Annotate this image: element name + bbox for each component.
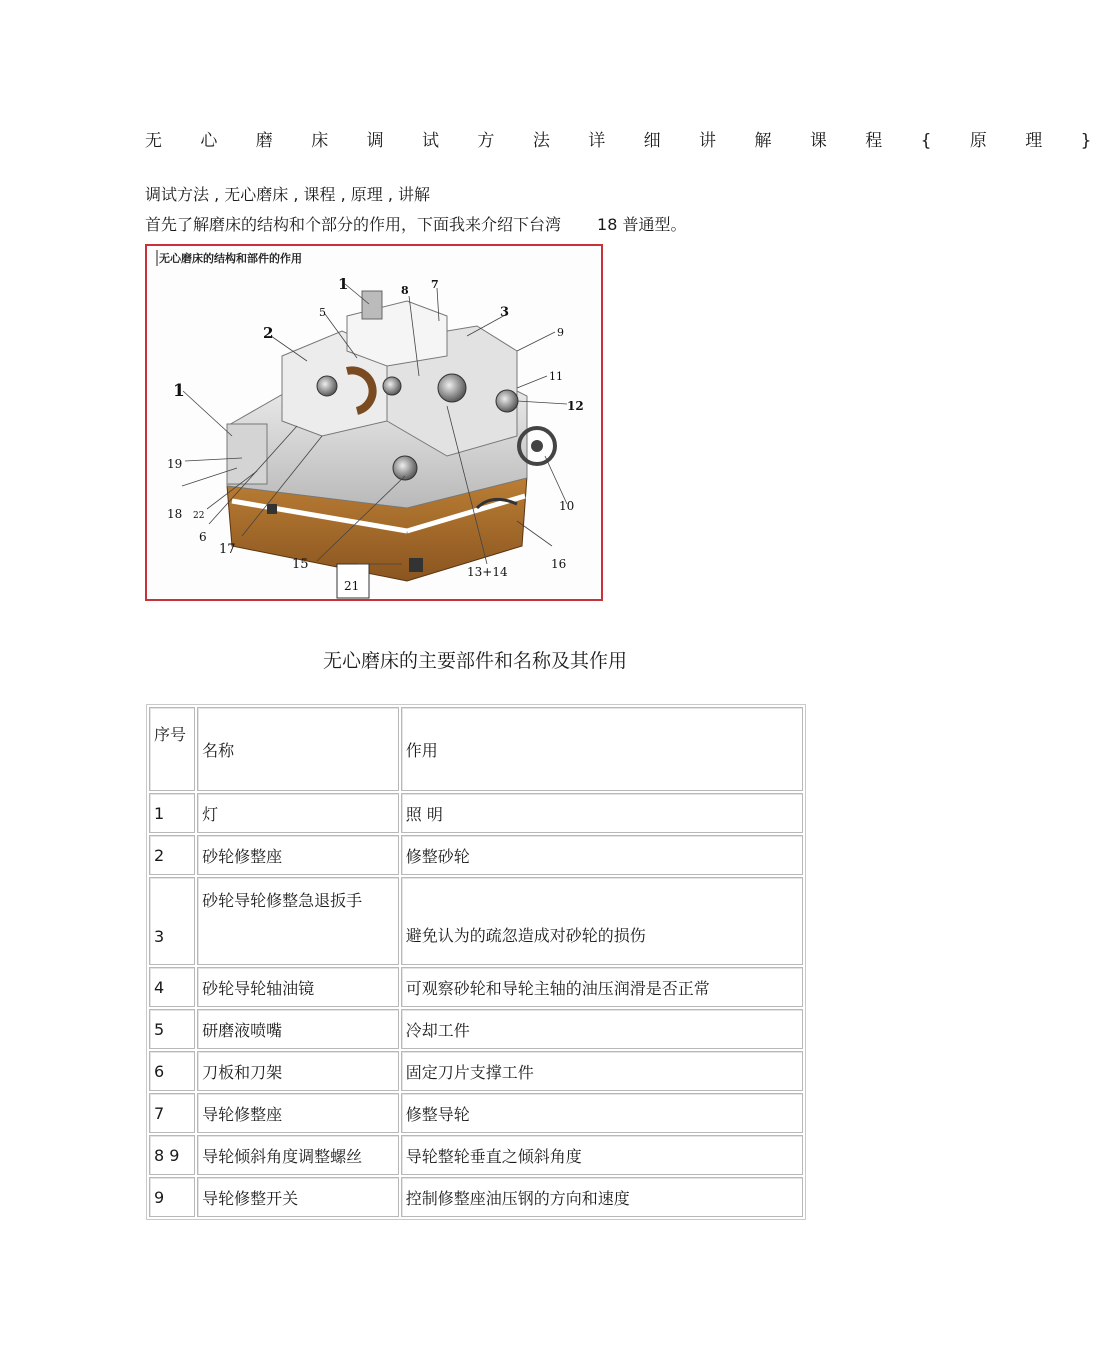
- cell-name: 导轮修整座: [197, 1093, 399, 1133]
- header-function: 作用: [401, 707, 803, 791]
- cell-index: 8 9: [149, 1135, 195, 1175]
- table-row: [149, 1135, 803, 1175]
- figure-caption: 无心磨床的结构和部件的作用: [159, 252, 302, 265]
- grinder-illustration: [147, 246, 601, 599]
- cell-function: 修整导轮: [401, 1093, 803, 1133]
- header-index: 序号: [149, 707, 195, 791]
- document-title: 无 心 磨 床 调 试 方 法 详 细 讲 解 课 程 { 原 理 }: [145, 131, 1108, 151]
- cell-index: 6: [149, 1051, 195, 1091]
- machine-figure: [145, 244, 603, 601]
- callout-9: 9: [557, 326, 564, 339]
- callout-5: 5: [319, 306, 326, 319]
- header-name: 名称: [197, 707, 399, 791]
- intro-text: 首先了解磨床的结构和个部分的作用，下面我来介绍下台湾: [145, 215, 562, 234]
- table-row: [149, 793, 803, 833]
- cell-index: 2: [149, 835, 195, 875]
- cell-name: 砂轮修整座: [197, 835, 399, 875]
- cell-index: 4: [149, 967, 195, 1007]
- callout-2: 2: [263, 324, 274, 342]
- callout-7: 7: [431, 278, 439, 291]
- callout-11: 11: [549, 370, 563, 383]
- cell-function: 控制修整座油压钢的方向和速度: [401, 1177, 803, 1217]
- callout-1-left: 1: [173, 381, 185, 401]
- table-row: [149, 1009, 803, 1049]
- callout-1: 1: [338, 275, 349, 293]
- cell-function: 冷却工件: [401, 1009, 803, 1049]
- document-keywords: 调试方法 , 无心磨床 , 课程 , 原理 , 讲解: [145, 185, 431, 204]
- callout-22: 22: [193, 511, 205, 521]
- callout-18: 18: [167, 507, 183, 521]
- cell-name: 灯: [197, 793, 399, 833]
- callout-21: 21: [344, 579, 360, 593]
- table-row: [149, 967, 803, 1007]
- cell-name: 刀板和刀架: [197, 1051, 399, 1091]
- callout-3: 3: [500, 305, 510, 320]
- callout-6: 6: [199, 530, 207, 544]
- table-header-row: [149, 707, 803, 791]
- cell-function: 导轮整轮垂直之倾斜角度: [401, 1135, 803, 1175]
- callout-12: 12: [567, 399, 584, 413]
- cell-function: 修整砂轮: [401, 835, 803, 875]
- cell-index: 1: [149, 793, 195, 833]
- cell-index: 9: [149, 1177, 195, 1217]
- cell-function: 可观察砂轮和导轮主轴的油压润滑是否正常: [401, 967, 803, 1007]
- cell-name: 研磨液喷嘴: [197, 1009, 399, 1049]
- callout-10: 10: [559, 499, 575, 513]
- cell-index: 7: [149, 1093, 195, 1133]
- table-row: [149, 1093, 803, 1133]
- table-row: [149, 877, 803, 965]
- cell-function: 照 明: [401, 793, 803, 833]
- cell-index: 5: [149, 1009, 195, 1049]
- intro-model: 18 普通型。: [597, 215, 687, 234]
- table-row: [149, 835, 803, 875]
- table-row: [149, 1051, 803, 1091]
- callout-19: 19: [167, 457, 183, 471]
- cell-name: 导轮修整开关: [197, 1177, 399, 1217]
- section-title: 无心磨床的主要部件和名称及其作用: [322, 650, 627, 672]
- table-row: [149, 1177, 803, 1217]
- cell-index: 3: [149, 877, 195, 965]
- callout-13-14: 13+14: [467, 565, 508, 579]
- callout-8: 8: [401, 284, 409, 297]
- intro-paragraph: [145, 212, 686, 235]
- cell-function: 固定刀片支撑工件: [401, 1051, 803, 1091]
- callout-16: 16: [551, 557, 567, 571]
- cell-function: 避免认为的疏忽造成对砂轮的损伤: [401, 877, 803, 965]
- parts-table: [146, 704, 806, 1220]
- callout-15: 15: [292, 557, 309, 572]
- cell-name: 砂轮导轮修整急退扳手: [197, 877, 399, 965]
- cell-name: 砂轮导轮轴油镜: [197, 967, 399, 1007]
- callout-17: 17: [219, 542, 236, 557]
- cell-name: 导轮倾斜角度调整螺丝: [197, 1135, 399, 1175]
